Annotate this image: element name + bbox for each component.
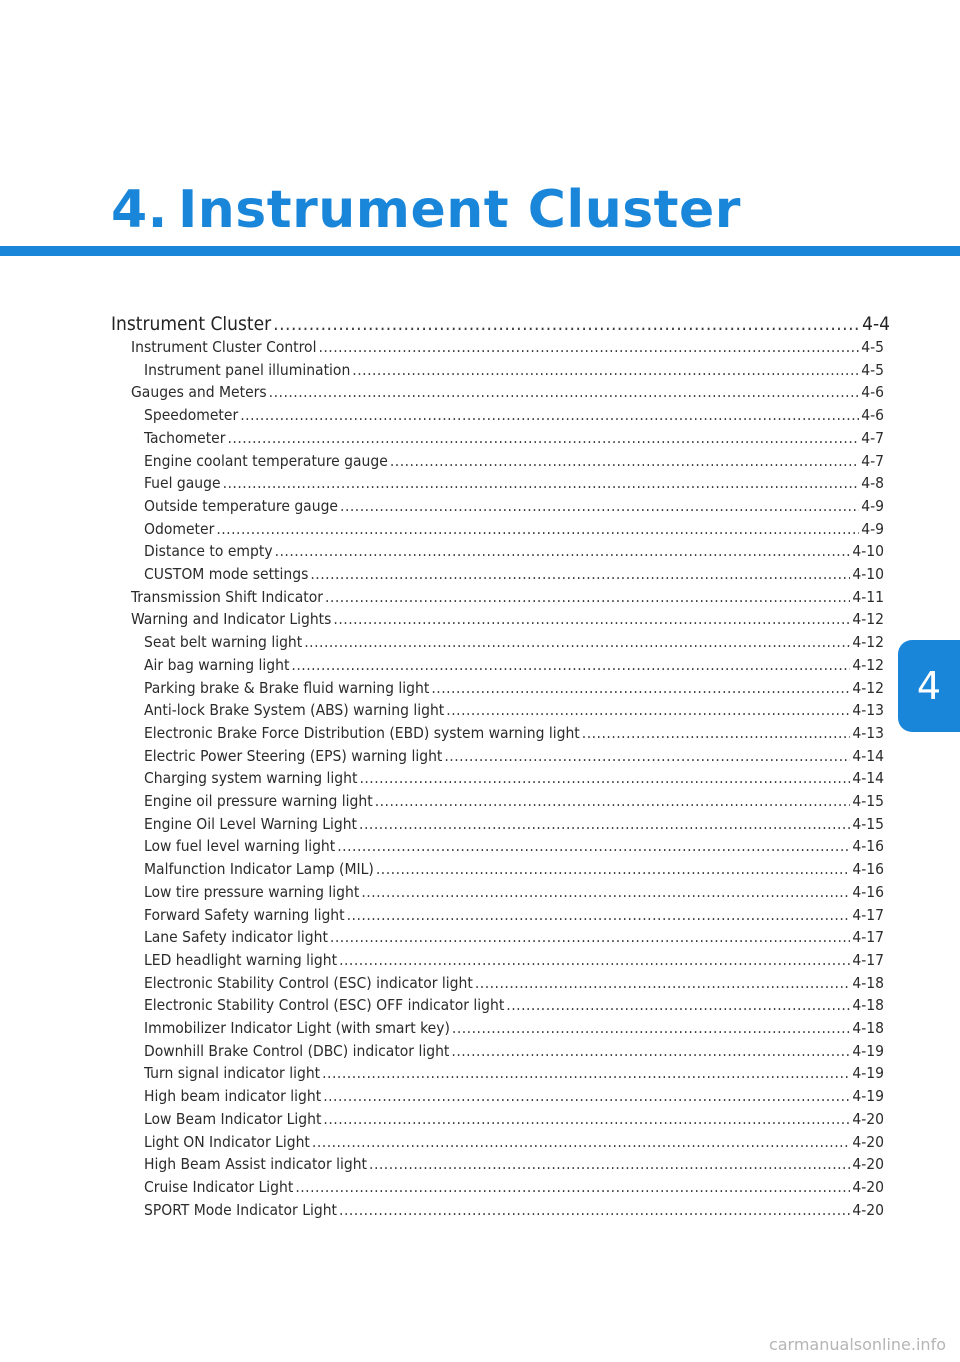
toc-dot-leader xyxy=(312,1132,850,1153)
toc-page-number: 4-5 xyxy=(861,360,884,379)
toc-entry-label: LED headlight warning light xyxy=(144,950,338,969)
toc-entry-label: Parking brake & Brake fluid warning light xyxy=(144,678,430,697)
toc-page-number: 4-9 xyxy=(861,519,884,538)
toc-entry[interactable] xyxy=(144,836,884,857)
toc-entry-label: High Beam Assist indicator light xyxy=(144,1155,368,1174)
toc-dot-leader xyxy=(330,927,850,948)
toc-entry-label: Charging system warning light xyxy=(144,769,358,788)
toc-entry-label: Forward Safety warning light xyxy=(144,905,345,924)
toc-dot-leader xyxy=(216,519,859,540)
toc-page-number: 4-20 xyxy=(852,1200,884,1219)
toc-page-number: 4-12 xyxy=(852,655,884,674)
toc-dot-leader xyxy=(322,1063,850,1084)
toc-entry[interactable] xyxy=(144,1018,884,1039)
toc-entry[interactable] xyxy=(144,1154,884,1175)
toc-dot-leader xyxy=(275,541,851,562)
toc-page-number: 4-18 xyxy=(852,973,884,992)
toc-page-number: 4-10 xyxy=(852,565,884,583)
toc-page-number: 4-12 xyxy=(852,633,884,652)
title-divider xyxy=(0,246,960,256)
toc-dot-leader xyxy=(325,587,850,608)
toc-entry[interactable] xyxy=(144,1132,884,1153)
toc-entry-label: Electronic Brake Force Distribution (EBD) system warning light xyxy=(144,723,580,742)
toc-subsection-entry[interactable] xyxy=(131,382,884,403)
toc-dot-leader xyxy=(323,1109,850,1130)
toc-page-number: 4-11 xyxy=(852,587,884,606)
toc-dot-leader xyxy=(361,882,850,903)
toc-entry-label: Instrument Cluster Control xyxy=(131,338,317,356)
toc-page-number: 4-9 xyxy=(861,496,884,515)
toc-entry-label: CUSTOM mode settings xyxy=(144,565,309,583)
watermark: carmanualsonline.info xyxy=(768,1335,946,1354)
toc-dot-leader xyxy=(333,609,850,630)
toc-entry-label: Seat belt warning light xyxy=(144,633,303,652)
toc-entry[interactable] xyxy=(144,1177,884,1198)
toc-entry-label: Air bag warning light xyxy=(144,655,290,674)
toc-entry[interactable] xyxy=(144,859,884,880)
toc-page-number: 4-17 xyxy=(852,905,884,924)
toc-dot-leader xyxy=(431,678,850,699)
toc-entry-label: Lane Safety indicator light xyxy=(144,928,328,947)
toc-dot-leader xyxy=(359,768,850,789)
toc-entry-label: Light ON Indicator Light xyxy=(144,1132,310,1151)
toc-dot-leader xyxy=(352,360,859,381)
toc-dot-leader xyxy=(339,950,850,971)
toc-dot-leader xyxy=(337,836,850,857)
toc-entry[interactable] xyxy=(144,1109,884,1130)
toc-entry-label: SPORT Mode Indicator Light xyxy=(144,1200,338,1219)
toc-entry-label: Cruise Indicator Light xyxy=(144,1177,294,1196)
toc-entry[interactable] xyxy=(144,1200,884,1221)
toc-entry-label: Transmission Shift Indicator xyxy=(131,587,323,606)
toc-dot-leader xyxy=(375,791,851,812)
toc-entry[interactable] xyxy=(144,360,884,381)
toc-page-number: 4-19 xyxy=(852,1087,884,1106)
toc-page-number: 4-6 xyxy=(861,383,884,402)
toc-dot-leader xyxy=(339,1200,850,1221)
toc-dot-leader xyxy=(506,995,850,1016)
toc-entry[interactable] xyxy=(144,791,884,812)
toc-entry[interactable] xyxy=(144,1041,884,1062)
toc-page-number: 4-16 xyxy=(852,882,884,901)
toc-entry[interactable] xyxy=(144,428,884,449)
toc-entry[interactable] xyxy=(144,405,884,426)
toc-dot-leader xyxy=(451,1041,850,1062)
chapter-number: 4. xyxy=(111,180,168,240)
toc-page-number: 4-20 xyxy=(852,1177,884,1196)
toc-entry[interactable] xyxy=(144,519,884,540)
toc-dot-leader xyxy=(304,632,850,653)
toc-dot-leader xyxy=(582,723,851,744)
toc-dot-leader xyxy=(390,451,859,472)
toc-entry-label: Instrument panel illumination xyxy=(144,360,351,379)
toc-page-number: 4-20 xyxy=(852,1109,884,1128)
toc-page-number: 4-4 xyxy=(862,313,890,335)
toc-page-number: 4-17 xyxy=(852,950,884,969)
toc-page-number: 4-14 xyxy=(852,746,884,765)
toc-entry[interactable] xyxy=(144,746,884,767)
toc-entry[interactable] xyxy=(144,700,884,721)
toc-dot-leader xyxy=(291,655,850,676)
toc-entry-label: Electronic Stability Control (ESC) indicator light xyxy=(144,973,473,992)
chapter-title-text: Instrument Cluster xyxy=(177,180,741,240)
toc-dot-leader xyxy=(369,1154,850,1175)
toc-page-number: 4-19 xyxy=(852,1064,884,1083)
toc-page-number: 4-15 xyxy=(852,792,884,810)
toc-entry-label: Low tire pressure warning light xyxy=(144,882,360,901)
toc-page-number: 4-14 xyxy=(852,769,884,788)
toc-entry-label: High beam indicator light xyxy=(144,1087,322,1106)
toc-entry[interactable] xyxy=(144,496,884,517)
toc-page-number: 4-12 xyxy=(852,610,884,629)
toc-entry[interactable] xyxy=(144,1086,884,1107)
toc-page-number: 4-5 xyxy=(861,338,884,356)
toc-dot-leader xyxy=(452,1018,850,1039)
toc-entry-label: Immobilizer Indicator Light (with smart key) xyxy=(144,1019,450,1037)
toc-entry-label: Speedometer xyxy=(144,406,239,425)
toc-entry-label: Low Beam Indicator Light xyxy=(144,1109,322,1128)
toc-entry[interactable] xyxy=(144,678,884,699)
toc-page-number: 4-16 xyxy=(852,837,884,856)
toc-entry-label: Instrument Cluster xyxy=(111,313,272,335)
toc-dot-leader xyxy=(273,312,860,336)
toc-page-number: 4-19 xyxy=(852,1041,884,1060)
toc-page-number: 4-13 xyxy=(852,701,884,720)
toc-entry[interactable] xyxy=(144,451,884,472)
toc-page-number: 4-12 xyxy=(852,678,884,697)
toc-dot-leader xyxy=(223,473,860,494)
toc-entry[interactable] xyxy=(144,927,884,948)
toc-entry[interactable] xyxy=(144,905,884,926)
toc-dot-leader xyxy=(323,1086,850,1107)
toc-page-number: 4-15 xyxy=(852,814,884,833)
toc-dot-leader xyxy=(240,405,859,426)
toc-page-number: 4-7 xyxy=(861,451,884,470)
toc-page-number: 4-20 xyxy=(852,1132,884,1151)
toc-entry-label: Engine coolant temperature gauge xyxy=(144,451,388,470)
toc-entry[interactable] xyxy=(144,1063,884,1084)
toc-entry-label: Gauges and Meters xyxy=(131,383,267,402)
toc-entry-label: Outside temperature gauge xyxy=(144,496,339,515)
toc-page-number: 4-10 xyxy=(852,542,884,561)
toc-page-number: 4-13 xyxy=(852,723,884,742)
toc-entry-label: Warning and Indicator Lights xyxy=(131,610,332,629)
toc-entry-label: Tachometer xyxy=(144,428,226,447)
toc-dot-leader xyxy=(269,382,860,403)
toc-entry[interactable] xyxy=(144,541,884,562)
chapter-title xyxy=(111,180,741,240)
toc-entry[interactable] xyxy=(144,950,884,971)
toc-dot-leader xyxy=(475,973,851,994)
toc-entry-label: Downhill Brake Control (DBC) indicator light xyxy=(144,1041,450,1060)
toc-subsection-entry[interactable] xyxy=(131,337,884,358)
toc-entry[interactable] xyxy=(144,564,884,585)
toc-entry-label: Odometer xyxy=(144,519,215,538)
toc-entry-label: Turn signal indicator light xyxy=(144,1064,321,1083)
toc-entry[interactable] xyxy=(144,995,884,1016)
toc-entry-label: Engine Oil Level Warning Light xyxy=(144,814,358,833)
toc-dot-leader xyxy=(376,859,850,880)
toc-dot-leader xyxy=(347,905,851,926)
toc-entry-label: Electric Power Steering (EPS) warning light xyxy=(144,746,443,765)
toc-page-number: 4-8 xyxy=(861,474,884,493)
toc-entry-label: Anti-lock Brake System (ABS) warning light xyxy=(144,701,445,720)
toc-page-number: 4-6 xyxy=(861,406,884,425)
toc-entry[interactable] xyxy=(144,882,884,903)
toc-page-number: 4-18 xyxy=(852,1019,884,1037)
toc-dot-leader xyxy=(227,428,859,449)
toc-page-number: 4-16 xyxy=(852,860,884,879)
toc-page-number: 4-17 xyxy=(852,928,884,947)
toc-entry-label: Electronic Stability Control (ESC) OFF indicator light xyxy=(144,996,505,1015)
toc-dot-leader xyxy=(359,814,850,835)
toc-dot-leader xyxy=(318,337,859,358)
toc-dot-leader xyxy=(340,496,859,517)
toc-dot-leader xyxy=(444,746,850,767)
toc-entry[interactable] xyxy=(144,723,884,744)
toc-subsection-entry[interactable] xyxy=(131,609,884,630)
toc-subsection-entry[interactable] xyxy=(131,587,884,608)
toc-page-number: 4-18 xyxy=(852,996,884,1015)
toc-entry-label: Malfunction Indicator Lamp (MIL) xyxy=(144,860,374,879)
toc-entry[interactable] xyxy=(144,655,884,676)
toc-entry-label: Engine oil pressure warning light xyxy=(144,792,373,810)
toc-entry-label: Fuel gauge xyxy=(144,474,221,493)
toc-entry-label: Low fuel level warning light xyxy=(144,837,336,856)
toc-entry-label: Distance to empty xyxy=(144,542,273,561)
toc-dot-leader xyxy=(310,564,850,585)
toc-entry[interactable] xyxy=(144,473,884,494)
toc-entry[interactable] xyxy=(144,973,884,994)
toc-dot-leader xyxy=(446,700,850,721)
toc-page-number: 4-20 xyxy=(852,1155,884,1174)
toc-entry[interactable] xyxy=(144,632,884,653)
toc-dot-leader xyxy=(295,1177,850,1198)
toc-section-heading[interactable] xyxy=(111,312,890,336)
chapter-side-tab[interactable]: 4 xyxy=(898,640,960,732)
toc-entry[interactable] xyxy=(144,814,884,835)
toc-entry[interactable] xyxy=(144,768,884,789)
toc-page-number: 4-7 xyxy=(861,428,884,447)
